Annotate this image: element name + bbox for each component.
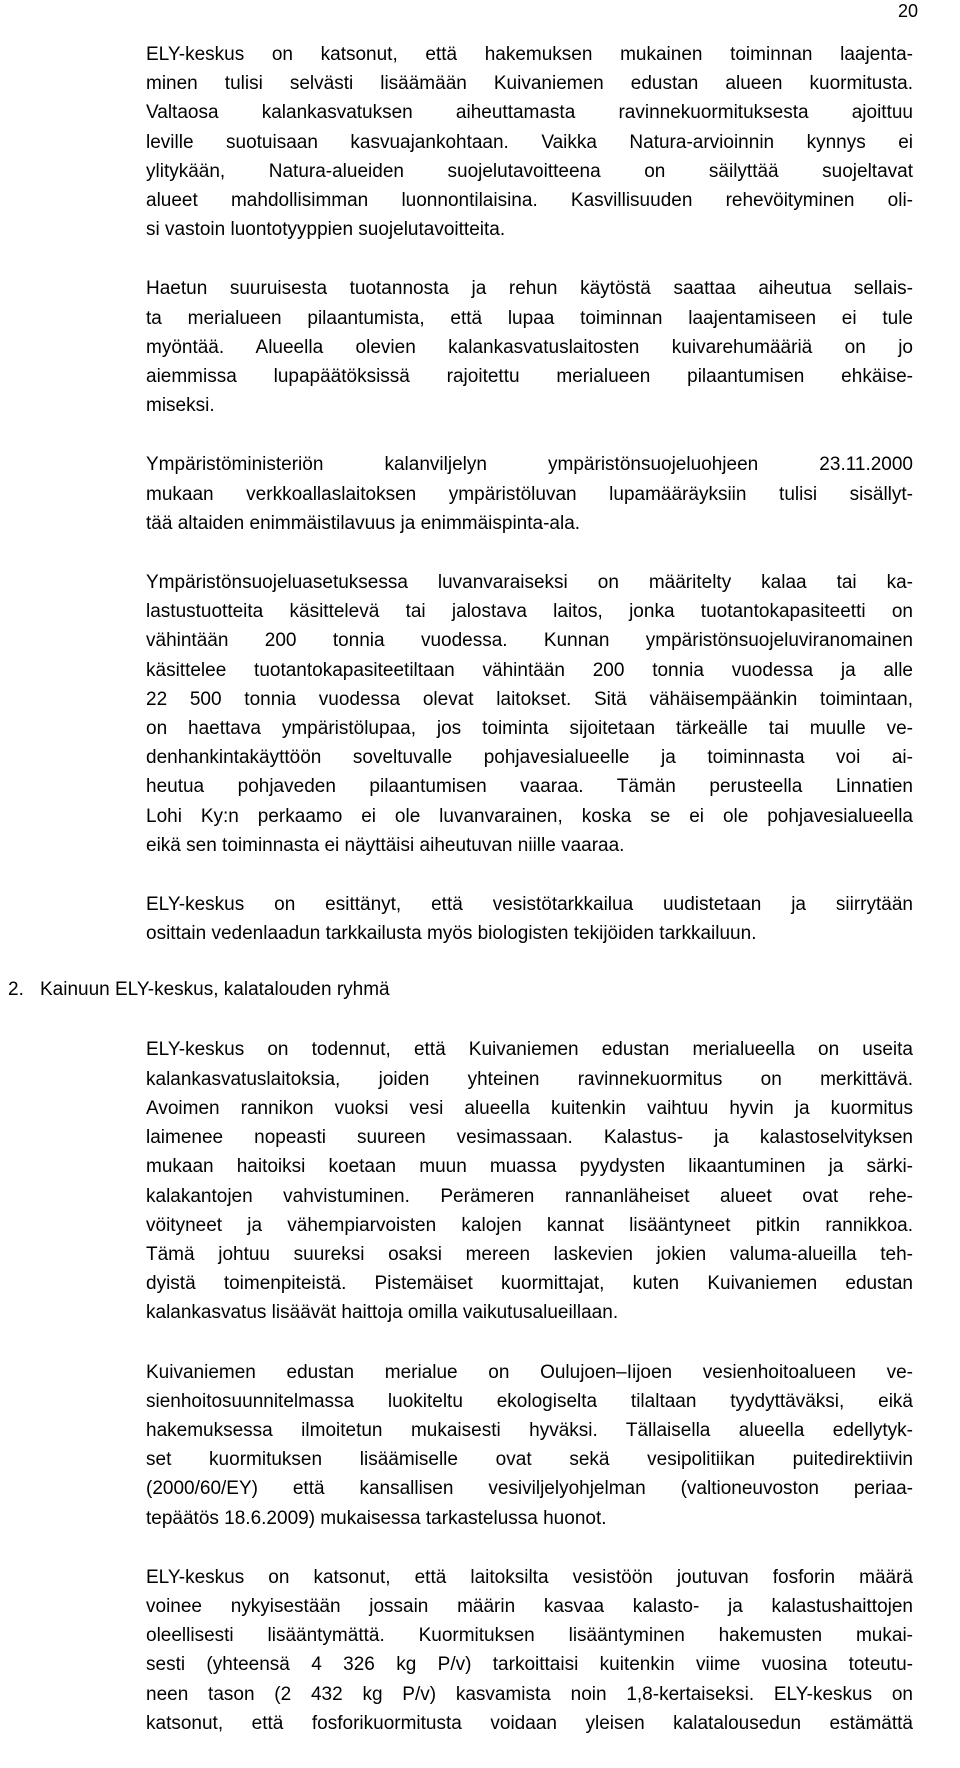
text-line: (2000/60/EY) että kansallisen vesiviljelyohjelman (valtioneuvoston periaa- (146, 1478, 913, 1500)
text-line: minen tulisi selvästi lisäämään Kuivaniemen edustan alueen kuormitusta. (146, 73, 913, 95)
text-line: mukaan verkkoallaslaitoksen ympäristöluvan lupamääräyksiin tulisi sisällyt- (146, 483, 913, 505)
text-line: aiemmissa lupapäätöksissä rajoitettu merialueen pilaantumisen ehkäise- (146, 366, 913, 388)
text-line: ELY-keskus on todennut, että Kuivaniemen edustan merialueella on useita (146, 1039, 913, 1061)
text-line: Ympäristönsuojeluasetuksessa luvanvaraiseksi on määritelty kalaa tai ka- (146, 572, 913, 594)
text-line: ELY-keskus on katsonut, että laitoksilta vesistöön joutuvan fosforin määrä (146, 1566, 913, 1588)
paragraph (146, 568, 913, 860)
text-line: denhankintakäyttöön soveltuvalle pohjavesialueelle ja toiminnasta voi ai- (146, 747, 913, 769)
paragraph (146, 890, 913, 948)
text-line: kalankasvatus lisäävät haittoja omilla vaikutusalueillaan. (146, 1302, 619, 1324)
text-line: on haettava ympäristölupaa, jos toiminta sijoitetaan tärkeälle tai muulle ve- (146, 718, 913, 740)
paragraphs-after (0, 1035, 960, 1737)
text-line: Haetun suuruisesta tuotannosta ja rehun käytöstä saattaa aiheutua sellais- (146, 278, 913, 300)
paragraph (146, 1358, 913, 1533)
text-line: oleellisesti lisääntymättä. Kuormituksen lisääntyminen hakemusten mukai- (146, 1625, 913, 1647)
text-line: vähintään 200 tonnia vuodessa. Kunnan ympäristönsuojeluviranomainen (146, 630, 913, 652)
text-line: si vastoin luontotyyppien suojelutavoitteita. (146, 219, 506, 241)
section-number: 2. (8, 979, 24, 1001)
text-line: kalankasvatuslaitoksia, joiden yhteinen ravinnekuormitus on merkittävä. (146, 1068, 913, 1090)
paragraph (146, 1035, 913, 1327)
text-line: neen tason (2 432 kg P/v) kasvamista noin 1,8-kertaiseksi. ELY-keskus on (146, 1683, 913, 1705)
text-line: miseksi. (146, 395, 215, 417)
text-line: Valtaosa kalankasvatuksen aiheuttamasta ravinnekuormituksesta ajoittuu (146, 102, 913, 124)
text-line: ELY-keskus on esittänyt, että vesistötarkkailua uudistetaan ja siirrytään (146, 894, 913, 916)
text-line: mukaan haitoiksi koetaan muun muassa pyydysten likaantuminen ja särki- (146, 1156, 913, 1178)
section-title: Kainuun ELY-keskus, kalatalouden ryhmä (40, 979, 390, 1001)
text-line: heutua pohjaveden pilaantumisen vaaraa. Tämän perusteella Linnatien (146, 776, 913, 798)
text-line: hakemuksessa ilmoitetun mukaisesti hyväksi. Tällaisella alueella edellytyk- (146, 1419, 913, 1441)
text-line: ta merialueen pilaantumista, että lupaa toiminnan laajentamiseen ei tule (146, 307, 913, 329)
paragraph (146, 274, 913, 420)
text-line: laimenee nopeasti suureen vesimassaan. Kalastus- ja kalastoselvityksen (146, 1127, 913, 1149)
text-line: leville suotuisaan kasvuajankohtaan. Vaikka Natura-arvioinnin kynnys ei (146, 131, 913, 153)
text-line: myöntää. Alueella olevien kalankasvatuslaitosten kuivarehumääriä on jo (146, 336, 913, 358)
section-heading (8, 975, 960, 1004)
text-line: vöityneet ja vähempiarvoisten kalojen kannat lisääntyneet pitkin rannikkoa. (146, 1214, 913, 1236)
text-line: tepäätös 18.6.2009) mukaisessa tarkastelussa huonot. (146, 1507, 607, 1529)
paragraph (146, 40, 913, 244)
text-line: voinee nykyisestään jossain määrin kasvaa kalasto- ja kalastushaittojen (146, 1595, 913, 1617)
text-line: Kuivaniemen edustan merialue on Oulujoen–Iijoen vesienhoitoalueen ve- (146, 1361, 913, 1383)
text-line: lastustuotteita käsittelevä tai jalostava laitos, jonka tuotantokapasiteetti on (146, 601, 913, 623)
text-line: Ympäristöministeriön kalanviljelyn ympäristönsuojeluohjeen 23.11.2000 (146, 454, 913, 476)
text-line: tää altaiden enimmäistilavuus ja enimmäispinta-ala. (146, 512, 581, 534)
text-line: osittain vedenlaadun tarkkailusta myös biologisten tekijöiden tarkkailuun. (146, 923, 757, 945)
text-line: dyistä toimenpiteistä. Pistemäiset kuormittajat, kuten Kuivaniemen edustan (146, 1273, 913, 1295)
paragraph (146, 1563, 913, 1738)
text-line: Tämä johtuu suureksi osaksi mereen laskevien jokien valuma-alueilla teh- (146, 1243, 913, 1265)
text-line: alueet mahdollisimman luonnontilaisina. Kasvillisuuden rehevöityminen oli- (146, 190, 913, 212)
text-line: kalakantojen vahvistuminen. Perämeren rannanläheiset alueet ovat rehe- (146, 1185, 913, 1207)
text-line: ylitykään, Natura-alueiden suojelutavoitteena on säilyttää suojeltavat (146, 160, 913, 182)
text-line: eikä sen toiminnasta ei näyttäisi aiheutuvan niille vaaraa. (146, 834, 625, 856)
text-line: set kuormituksen lisäämiselle ovat sekä vesipolitiikan puitedirektiivin (146, 1449, 913, 1471)
text-line: käsittelee tuotantokapasiteetiltaan vähintään 200 tonnia vuodessa ja alle (146, 659, 913, 681)
text-line: katsonut, että fosforikuormitusta voidaan yleisen kalatalousedun estämättä (146, 1712, 913, 1734)
paragraphs-before (0, 40, 960, 948)
text-line: sienhoitosuunnitelmassa luokiteltu ekologiselta tilaltaan tyydyttäväksi, eikä (146, 1390, 913, 1412)
page-number: 20 (897, 1, 918, 21)
text-line: Avoimen rannikon vuoksi vesi alueella kuitenkin vaihtuu hyvin ja kuormitus (146, 1097, 913, 1119)
text-line: Lohi Ky:n perkaamo ei ole luvanvarainen, koska se ei ole pohjavesialueella (146, 805, 913, 827)
document-body (0, 40, 960, 1768)
text-line: ELY-keskus on katsonut, että hakemuksen mukainen toiminnan laajenta- (146, 44, 913, 65)
text-line: 22 500 tonnia vuodessa olevat laitokset. Sitä vähäisempäänkin toimintaan, (146, 688, 913, 710)
text-line: sesti (yhteensä 4 326 kg P/v) tarkoittaisi kuitenkin viime vuosina toteutu- (146, 1654, 913, 1676)
paragraph (146, 450, 913, 538)
